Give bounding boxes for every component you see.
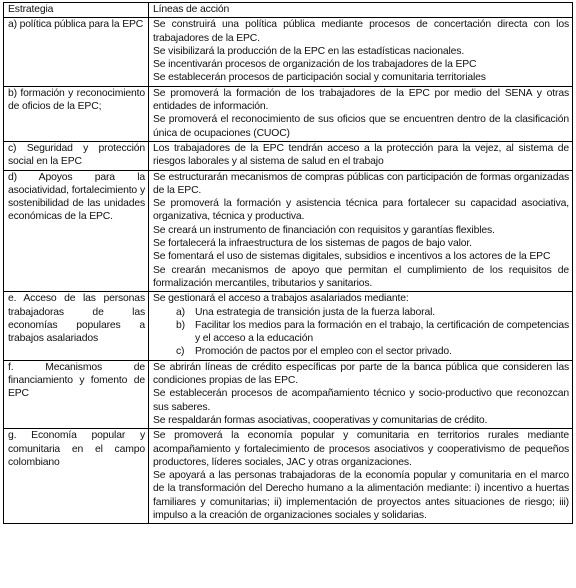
action-line: Se respaldarán formas asociativas, cooperativas y comunitarias de crédito. xyxy=(153,414,488,426)
action-line: Los trabajadores de la EPC tendrán acceso a la protección para la vejez, al sistema de riesgos laborales y al sistema de salud en el trabajo xyxy=(153,142,569,168)
table-row xyxy=(4,86,573,141)
subitem-text: Facilitar los medios para la formación en el trabajo, la certificación de competencias y el acceso a la educación xyxy=(195,319,569,345)
action-line: Se fortalecerá la infraestructura de los sistemas de pagos de bajo valor. xyxy=(153,238,472,250)
strategy-cell: a) política pública para la EPC xyxy=(8,19,144,31)
subitem-text: Promoción de pactos por el empleo con el sector privado. xyxy=(195,346,452,358)
table-header-row xyxy=(4,3,573,18)
strategy-cell: g. Economía popular y comunitaria en el campo colombiano xyxy=(8,430,145,468)
strategy-cell: d) Apoyos para la asociatividad, fortalecimiento y sostenibilidad de las unidades económicas de la EPC. xyxy=(8,171,145,223)
action-line: Se promoverá la economía popular y comunitaria en territorios rurales mediante acompañamiento y fortalecimiento de procesos asociativos y cooperativismo de pequeños productores, líderes sociales, JAC y otras organizaciones. xyxy=(153,430,569,468)
strategy-cell: f. Mecanismos de financiamiento y fomento de EPC xyxy=(8,361,145,400)
strategy-table xyxy=(3,2,573,524)
table-row xyxy=(4,360,573,428)
strategy-cell: b) formación y reconocimiento de oficios de la EPC; xyxy=(8,87,145,113)
action-line: Se construirá una política pública mediante procesos de concertación directa con los trabajadores de la EPC. xyxy=(153,19,569,44)
action-line: Se estructurarán mecanismos de compras públicas con participación de formas organizadas de la EPC. xyxy=(153,171,569,196)
action-line: Se creará un instrumento de financiación con requisitos y garantías flexibles. xyxy=(153,224,495,236)
action-intro: Se gestionará el acceso a trabajos asalariados mediante: xyxy=(153,293,409,305)
column-header-lineas-de-accion: Líneas de acción xyxy=(149,3,573,18)
subitem-marker: a) xyxy=(176,306,185,318)
subitem-marker: c) xyxy=(176,346,185,358)
action-line: Se establecerán procesos de participación social y comunitaria territoriales xyxy=(153,72,486,84)
subitem-text: Una estrategia de transición justa de la fuerza laboral. xyxy=(195,306,435,318)
table-row xyxy=(4,18,573,86)
action-line: Se incentivarán procesos de organización de los trabajadores de la EPC xyxy=(153,59,477,71)
strategy-cell: c) Seguridad y protección social en la EPC xyxy=(8,142,145,168)
action-subitem xyxy=(153,345,569,358)
table-row xyxy=(4,170,573,292)
column-header-estrategia: Estrategia xyxy=(4,3,149,18)
table-row xyxy=(4,429,573,524)
strategy-cell: e. Acceso de las personas trabajadoras de las economías populares a trabajos asalariados xyxy=(8,293,145,345)
action-line: Se apoyará a las personas trabajadoras de la economía popular y comunitaria en el marco de la transformación del Derecho humano a la alimentación mediante: i) incentivo a huertas familiares y comunitarias; ii) implementación de proyectos antes situaciones de riesgo; iii) impulso a la creación de organizaciones sociales y solidarias. xyxy=(153,470,569,521)
action-line: Se promoverá la formación y asistencia técnica para fortalecer su capacidad asociativa, organizativa, técnica y productiva. xyxy=(153,198,569,223)
action-line: Se fomentará el uso de sistemas digitales, subsidios e incentivos a los actores de la EPC xyxy=(153,251,551,263)
action-line: Se abrirán líneas de crédito específicas por parte de la banca pública que consideren las condiciones propias de las EPC. xyxy=(153,361,569,387)
action-line: Se promoverá el reconocimiento de sus oficios que se encuentren dentro de la clasificación única de ocupaciones (CUOC) xyxy=(153,114,569,139)
action-line: Se promoverá la formación de los trabajadores de la EPC por medio del SENA y otras entidades de información. xyxy=(153,87,569,113)
action-line: Se establecerán procesos de acompañamiento técnico y socio-productivo que reconozcan sus saberes. xyxy=(153,388,569,413)
action-line: Se visibilizará la producción de la EPC en las estadísticas nacionales. xyxy=(153,45,465,57)
action-subitem xyxy=(153,306,569,319)
table-row xyxy=(4,292,573,360)
subitem-marker: b) xyxy=(176,319,185,331)
table-row xyxy=(4,141,573,170)
action-subitem xyxy=(153,319,569,346)
action-line: Se crearán mecanismos de apoyo que permitan el cumplimiento de los requisitos de formalización mercantiles, tributarios y sanitarios. xyxy=(153,264,569,289)
